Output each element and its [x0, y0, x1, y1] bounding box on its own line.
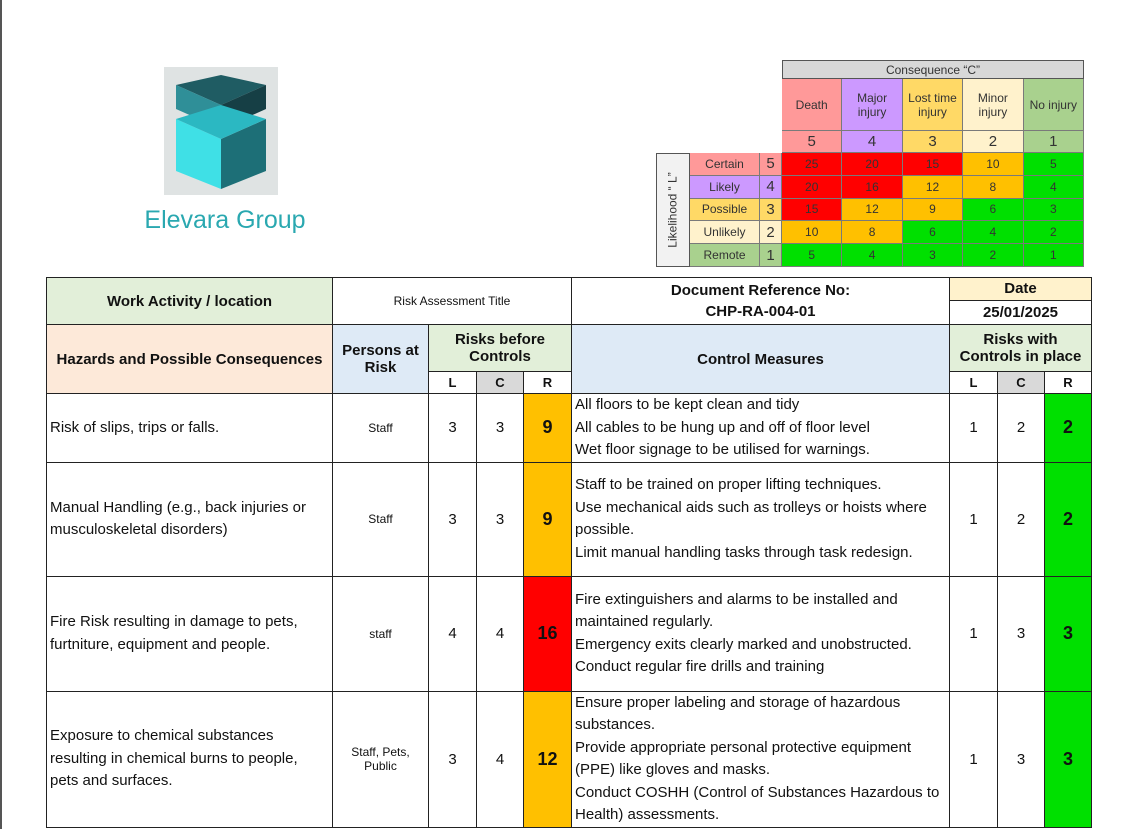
likelihood-row-score: 5 — [760, 153, 782, 176]
consequence-label: No injury — [1024, 79, 1084, 131]
risk-assessment-table — [46, 277, 1092, 828]
after-c-cell: 2 — [998, 394, 1045, 463]
work-activity-label: Work Activity / location — [47, 278, 333, 325]
after-r-cell: 3 — [1045, 691, 1092, 827]
control-line: Limit manual handling tasks through task redesign. — [575, 543, 913, 561]
before-c-cell: 4 — [477, 576, 524, 691]
before-r-header: R — [524, 372, 572, 394]
controls-cell — [572, 394, 950, 463]
likelihood-row-label: Likely — [690, 176, 760, 199]
likelihood-row-score: 2 — [760, 221, 782, 244]
likelihood-label — [656, 153, 690, 267]
matrix-cell: 4 — [842, 244, 902, 267]
matrix-cell: 4 — [1024, 176, 1084, 199]
matrix-cell: 15 — [903, 153, 963, 176]
matrix-cell: 5 — [782, 244, 842, 267]
likelihood-row-label: Unlikely — [690, 221, 760, 244]
likelihood-row-score: 4 — [760, 176, 782, 199]
matrix-cell: 12 — [842, 199, 902, 222]
likelihood-row-label: Certain — [690, 153, 760, 176]
matrix-cell: 6 — [963, 199, 1023, 222]
date-cell — [950, 278, 1092, 325]
risks-after-label: Risks with Controls in place — [950, 325, 1092, 372]
before-c-header: C — [477, 372, 524, 394]
risk-matrix — [656, 60, 1084, 265]
date-label: Date — [950, 278, 1091, 301]
before-l-cell: 3 — [429, 691, 477, 827]
before-l-cell: 4 — [429, 576, 477, 691]
control-line: Provide appropriate personal protective equipment (PPE) like gloves and masks. — [575, 738, 912, 778]
matrix-cell: 10 — [963, 153, 1023, 176]
persons-cell: Staff — [333, 462, 429, 576]
after-l-cell: 1 — [950, 462, 998, 576]
matrix-cell: 15 — [782, 199, 842, 222]
likelihood-row-score: 1 — [760, 244, 782, 267]
consequence-score: 5 — [782, 131, 842, 153]
doc-ref-value: CHP-RA-004-01 — [705, 303, 816, 320]
before-c-cell: 3 — [477, 394, 524, 463]
assessment-title-field[interactable]: Risk Assessment Title — [333, 278, 572, 325]
likelihood-row-label: Possible — [690, 199, 760, 222]
doc-ref-label: Document Reference No: — [670, 282, 851, 299]
matrix-cell: 20 — [842, 153, 902, 176]
control-line: Ensure proper labeling and storage of hazardous substances. — [575, 693, 901, 733]
before-l-header: L — [429, 372, 477, 394]
company-logo — [164, 67, 278, 195]
controls-cell — [572, 691, 950, 827]
matrix-cell: 8 — [963, 176, 1023, 199]
likelihood-label-text: Likelihood “ L” — [666, 172, 680, 248]
table-row — [47, 394, 1092, 463]
control-line: Emergency exits clearly marked and unobstructed. — [575, 635, 912, 653]
hazards-label: Hazards and Possible Consequences — [47, 325, 333, 394]
before-l-cell: 3 — [429, 462, 477, 576]
matrix-cell: 5 — [1024, 153, 1084, 176]
logo-mark-icon — [164, 67, 278, 195]
matrix-cell: 1 — [1024, 244, 1084, 267]
consequence-score: 4 — [842, 131, 902, 153]
consequence-score: 2 — [963, 131, 1023, 153]
consequence-label: Major injury — [842, 79, 902, 131]
before-c-cell: 3 — [477, 462, 524, 576]
table-row — [47, 691, 1092, 827]
after-c-cell: 2 — [998, 462, 1045, 576]
persons-cell: staff — [333, 576, 429, 691]
after-r-cell: 3 — [1045, 576, 1092, 691]
likelihood-row-label: Remote — [690, 244, 760, 267]
before-r-cell: 16 — [524, 576, 572, 691]
persons-cell: Staff — [333, 394, 429, 463]
before-l-cell: 3 — [429, 394, 477, 463]
likelihood-row-score: 3 — [760, 199, 782, 222]
matrix-cell: 4 — [963, 221, 1023, 244]
matrix-cell: 12 — [903, 176, 963, 199]
control-measures-label: Control Measures — [572, 325, 950, 394]
controls-cell — [572, 462, 950, 576]
risks-before-label: Risks before Controls — [429, 325, 572, 372]
before-r-cell: 12 — [524, 691, 572, 827]
control-line: Use mechanical aids such as trolleys or hoists where possible. — [575, 498, 927, 538]
matrix-cell: 20 — [782, 176, 842, 199]
document-reference — [572, 278, 950, 325]
after-r-cell: 2 — [1045, 394, 1092, 463]
control-line: Wet floor signage to be utilised for warnings. — [575, 441, 870, 458]
control-line: Conduct COSHH (Control of Substances Hazardous to Health) assessments. — [575, 783, 940, 823]
before-r-cell: 9 — [524, 394, 572, 463]
after-c-header: C — [998, 372, 1045, 394]
hazard-cell: Exposure to chemical substances resulting in chemical burns to people, pets and surfaces. — [47, 691, 333, 827]
after-r-cell: 2 — [1045, 462, 1092, 576]
after-l-cell: 1 — [950, 576, 998, 691]
hazard-cell: Risk of slips, trips or falls. — [47, 394, 333, 463]
matrix-cell: 9 — [903, 199, 963, 222]
after-l-cell: 1 — [950, 691, 998, 827]
page-edge — [0, 0, 2, 829]
matrix-cell: 3 — [903, 244, 963, 267]
after-r-header: R — [1045, 372, 1092, 394]
consequence-label: Minor injury — [963, 79, 1023, 131]
consequence-score: 1 — [1024, 131, 1084, 153]
after-c-cell: 3 — [998, 691, 1045, 827]
controls-cell — [572, 576, 950, 691]
hazard-cell: Manual Handling (e.g., back injuries or musculoskeletal disorders) — [47, 462, 333, 576]
consequence-label: Death — [782, 79, 842, 131]
consequence-score: 3 — [903, 131, 963, 153]
after-l-cell: 1 — [950, 394, 998, 463]
persons-cell: Staff, Pets, Public — [333, 691, 429, 827]
before-c-cell: 4 — [477, 691, 524, 827]
table-row — [47, 576, 1092, 691]
matrix-cell: 3 — [1024, 199, 1084, 222]
control-line: Fire extinguishers and alarms to be installed and maintained regularly. — [575, 590, 898, 630]
matrix-cell: 25 — [782, 153, 842, 176]
matrix-cell: 2 — [963, 244, 1023, 267]
control-line: All floors to be kept clean and tidy — [575, 396, 800, 413]
consequence-title: Consequence “C” — [782, 60, 1084, 79]
control-line: Staff to be trained on proper lifting techniques. — [575, 476, 882, 493]
consequence-label: Lost time injury — [903, 79, 963, 131]
before-r-cell: 9 — [524, 462, 572, 576]
matrix-cell: 2 — [1024, 221, 1084, 244]
company-name: Elevara Group — [144, 206, 306, 234]
after-l-header: L — [950, 372, 998, 394]
matrix-cell: 10 — [782, 221, 842, 244]
control-line: All cables to be hung up and off of floor level — [575, 418, 870, 436]
matrix-cell: 6 — [903, 221, 963, 244]
table-row — [47, 462, 1092, 576]
after-c-cell: 3 — [998, 576, 1045, 691]
control-line: Conduct regular fire drills and training — [575, 658, 825, 675]
persons-label: Persons at Risk — [333, 325, 429, 394]
matrix-cell: 16 — [842, 176, 902, 199]
hazard-cell: Fire Risk resulting in damage to pets, furtniture, equipment and people. — [47, 576, 333, 691]
date-value: 25/01/2025 — [982, 304, 1059, 321]
matrix-cell: 8 — [842, 221, 902, 244]
